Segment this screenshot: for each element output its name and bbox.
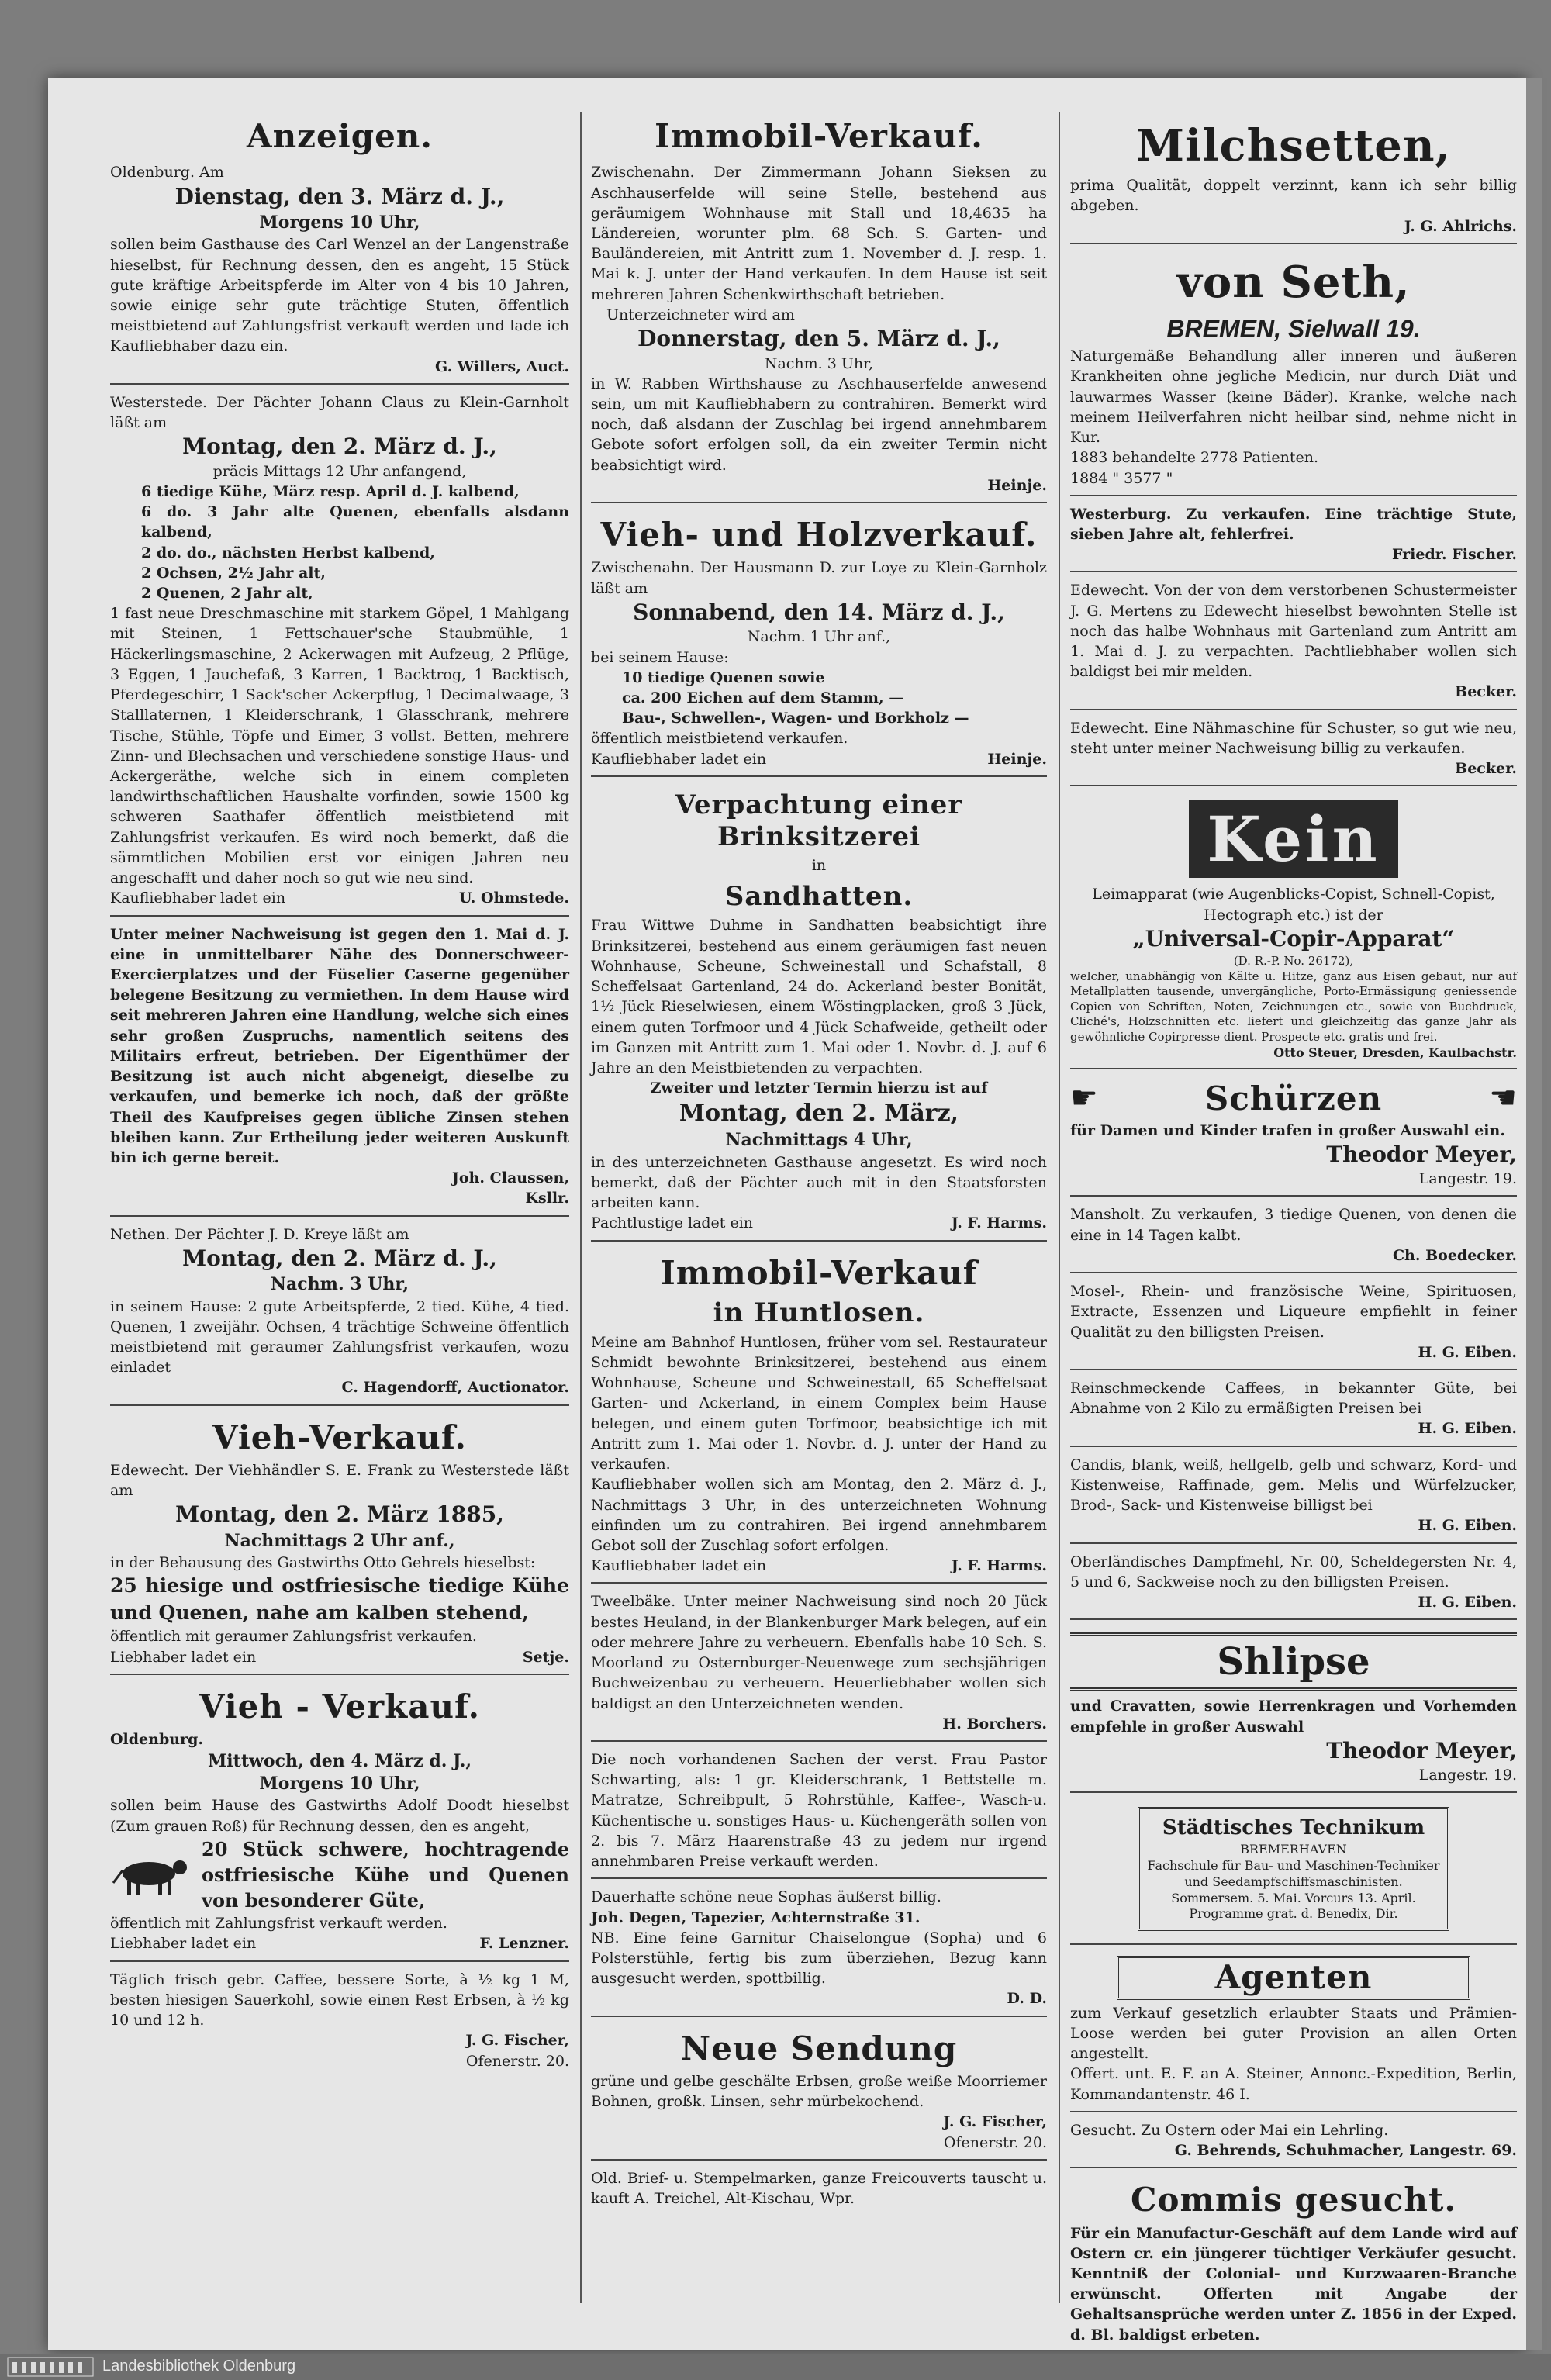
- ad-text: Meine am Bahnhof Huntlosen, früher vom sel. Restaurateur Schmidt bewohnte Brinksitzerei, bestehend aus einem Wohnhause, Scheune und Schweinestall, 65 Scheffelsaat Garten- und Ackerland, in einem Complex beim Hause belegen, und einem guten Torfmoor, beabsichtige ich mit Antritt zum 1. Mai oder 1. Novbr. d. J. unter der Hand zu verkaufen.: [591, 1333, 1047, 1473]
- ad-block: [591, 1884, 1047, 2016]
- ad-heading: Vieh- und Holzverkauf.: [600, 516, 1038, 554]
- ad-place: Oldenburg. Am: [110, 164, 224, 181]
- ad-block: [1070, 1278, 1517, 1370]
- list-item: 2 do. do., nächsten Herbst kalbend,: [141, 544, 435, 561]
- ad-signature: F. Lenzner.: [479, 1935, 569, 1953]
- ad-date: Montag, den 2. März 1885,: [175, 1501, 504, 1528]
- ad-date: Mittwoch, den 4. März d. J.,: [207, 1750, 472, 1771]
- column-1: [110, 112, 569, 2319]
- ad-signature: H. G. Eiben.: [1418, 1593, 1517, 1611]
- ad-text: und Cravatten, sowie Herrenkragen und Vorhemden empfehle in großer Auswahl: [1070, 1698, 1517, 1736]
- ad-text: Für ein Manufactur-Geschäft auf dem Lande wird auf Ostern cr. ein jüngerer tüchtiger Verkäufer gesucht. Kenntniß der Colonial- und Kurzwaaren-Branche erwünscht. Offerten mit Angabe der Gehaltsansprüche werden unter Z. 1856 in der Exped. d. Bl. baldigst erbeten.: [1070, 2224, 1517, 2344]
- ad-heading: Sandhatten.: [724, 880, 914, 912]
- ad-text: öffentlich mit Zahlungsfrist verkauft werden.: [110, 1915, 447, 1933]
- ad-signature: J. F. Harms.: [951, 1214, 1047, 1232]
- ad-text: Zwischenahn. Der Zimmermann Johann Sieksen zu Aschhauserfelde will seine Stelle, bestehend aus geräumigem Wohnhause mit Stall und 18,4635 ha Ländereien, worunter plm. 68 Sch. S. Garten- und Bauländereien, mit Antritt zum 1. November d. J. resp. 1. Mai k. J. unter der Hand verkaufen. In dem Hause ist seit mehreren Jahren Schenkwirthschaft betrieben.: [591, 164, 1047, 303]
- ad-text: Westerburg. Zu verkaufen. Eine trächtige Stute, sieben Jahre alt, fehlerfrei.: [1070, 505, 1517, 543]
- ad-heading: von Seth,: [1176, 256, 1411, 308]
- ad-signature: D. D.: [1007, 1990, 1047, 2008]
- ad-signature: Joh. Claussen,: [451, 1169, 569, 1187]
- list-item: 2 Quenen, 2 Jahr alt,: [141, 585, 313, 603]
- ad-highlight: 25 hiesige und ostfriesische tiedige Kühe und Quenen, nahe am kalben stehend,: [110, 1574, 569, 1624]
- ad-date: Dienstag, den 3. März d. J.,: [174, 183, 505, 209]
- ad-stat: 1884 " 3577 ": [1070, 469, 1173, 487]
- ad-signature-title: Ksllr.: [525, 1190, 569, 1207]
- ad-block: [1070, 715, 1517, 787]
- ad-block: [1070, 577, 1517, 710]
- ad-heading: Vieh - Verkauf.: [199, 1687, 481, 1725]
- ad-invite: Kaufliebhaber ladet ein: [591, 750, 767, 768]
- ad-heading: Verpachtung einer Brinksitzerei: [675, 789, 963, 852]
- ad-heading: Agenten: [1117, 1956, 1470, 1999]
- ad-block: [591, 1588, 1047, 1742]
- ad-program: Programme grat. d. Benedix, Dir.: [1189, 1906, 1398, 1922]
- ad-time: Morgens 10 Uhr,: [259, 1774, 420, 1794]
- list-item: Bau-, Schwellen-, Wagen- und Borkholz —: [622, 710, 969, 727]
- ad-block: [591, 782, 1047, 1242]
- ad-text: grüne und gelbe geschälte Erbsen, große weiße Moorriemer Bohnen, großk. Linsen, sehr mürbekochend.: [591, 2072, 1047, 2111]
- ad-block: [591, 1246, 1047, 1584]
- ad-name: Theodor Meyer,: [1326, 1737, 1517, 1763]
- ad-text: Candis, blank, weiß, hellgelb, gelb und schwarz, Kord- und Kistenweise, Raffinade, gem. Melis und Würfelzucker, Brod-, Sack- und Kistenweise billigst bei: [1070, 1456, 1517, 1515]
- newspaper-page: [48, 78, 1526, 2350]
- ad-text: Leimapparat (wie Augenblicks-Copist, Schnell-Copist, Hectograph etc.) ist der: [1092, 886, 1495, 924]
- ad-text: in W. Rabben Wirthshause zu Aschhauserfelde anwesend sein, um mit Kaufliebhabern zu contrahiren. Bemerkt wird noch, daß alsdann der Zuschlag bei irgend annehmbarem Gebote sofort erfolgen soll, da ein zweiter Termin nicht beabsichtigt wird.: [591, 375, 1047, 474]
- ad-text: Edewecht. Eine Nähmaschine für Schuster, so gut wie neu, steht unter meiner Nachweisung billig zu verkaufen.: [1070, 719, 1517, 757]
- ad-time: Nachmittags 2 Uhr anf.,: [224, 1530, 455, 1551]
- ad-text: Unterzeichneter wird am: [606, 306, 795, 323]
- ad-text: Westerstede. Der Pächter Johann Claus zu Klein-Garnholt läßt am: [110, 393, 569, 432]
- ad-date: Montag, den 2. März,: [679, 1100, 959, 1128]
- ad-signature: J. G. Fischer,: [943, 2113, 1047, 2131]
- ad-signature: Becker.: [1455, 760, 1517, 778]
- ad-invite: Kaufliebhaber ladet ein: [110, 889, 286, 907]
- ad-text: Oberländisches Dampfmehl, Nr. 00, Scheldegersten Nr. 4, 5 und 6, Sackweise noch zu den billigsten Preisen.: [1070, 1553, 1517, 1591]
- ad-subheading: BREMEN, Sielwall 19.: [1166, 315, 1421, 344]
- ad-heading: Commis gesucht.: [1131, 2181, 1456, 2219]
- ad-text: Mansholt. Zu verkaufen, 3 tiedige Quenen, von denen die eine in 14 Tagen kalbt.: [1070, 1206, 1517, 1244]
- ad-signature: J. F. Harms.: [951, 1557, 1047, 1575]
- ad-text: Offert. unt. E. F. an A. Steiner, Annonc.-Expedition, Berlin, Kommandantenstr. 46 I.: [1070, 2065, 1517, 2103]
- ad-invite: Liebhaber ladet ein: [110, 1648, 257, 1666]
- ad-text: Frau Wittwe Duhme in Sandhatten beabsichtigt ihre Brinksitzerei, bestehend aus einem geräumigen fast neuen Wohnhause, Scheune, Schweinestall und Schafstall, 8 Scheffelsaat Gartenland, 24 do. Ackerland bester Bonität, 1½ Jück Rieselwiesen, einem Wöstingplacken, groß 3 Jück, einem guten Torfmoor und 4 Jück Schafweide, getheilt oder im Ganzen mit Antritt zum 1. Mai oder 1. Novbr. d. J. auf 6 Jahre an den Meistbietenden zu verpachten.: [591, 917, 1047, 1076]
- ad-signature: J. G. Fischer,: [465, 2032, 569, 2050]
- ad-heading: Immobil-Verkauf: [660, 1253, 978, 1292]
- list-item: 2 Ochsen, 2½ Jahr alt,: [141, 564, 326, 582]
- ad-block: [591, 508, 1047, 777]
- ad-text: Fachschule für Bau- und Maschinen-Techniker und Seedampfschiffsmaschinisten.: [1147, 1858, 1440, 1889]
- library-name: Landesbibliothek Oldenburg: [102, 2358, 296, 2375]
- ad-text: Reinschmeckende Caffees, in bekannter Güte, bei Abnahme von 2 Kilo zu ermäßigten Preisen bei: [1070, 1379, 1517, 1418]
- ad-signature: G. Willers, Auct.: [435, 358, 569, 375]
- ad-text: welcher, unabhängig von Kälte u. Hitze, ganz aus Eisen gebaut, nur auf Metallplatten tausende, unvergängliche, Porto-Ermässigung geniessende Copien von Schriften, Noten, Zeichnungen etc., sowie von Buchdruck, Cliché's, Holzschnitten etc. liefert und gleichzeitig das ganze Jahr als gewöhnliche Copirpresse dient. Prospecte etc. gratis und frei.: [1070, 969, 1517, 1044]
- ad-text: Dauerhafte schöne neue Sophas äußerst billig.: [591, 1888, 941, 1906]
- ad-address: Langestr. 19.: [1418, 1170, 1517, 1188]
- ad-stat: 1883 behandelte 2778 Patienten.: [1070, 449, 1319, 467]
- ad-signature: H. G. Eiben.: [1418, 1420, 1517, 1438]
- ad-signature: H. G. Eiben.: [1418, 1517, 1517, 1535]
- ad-block: [1070, 2173, 1517, 2351]
- ad-block: [1070, 1798, 1517, 1945]
- library-logo-icon: [8, 2354, 93, 2378]
- ad-text: zum Verkauf gesetzlich erlaubter Staats und Prämien-Loose werden bei guter Provision an allen Orten angestellt.: [1070, 2004, 1517, 2063]
- ad-text: Naturgemäße Behandlung aller inneren und äußeren Krankheiten ohne jegliche Medicin, nur durch Diät und lauwarmes Wasser (keine Bäder). Kranke, welche nach meinem Heilverfahren nicht heilbar sind, nehme nicht in Kur.: [1070, 347, 1517, 447]
- ad-time: Nachm. 1 Uhr anf.,: [747, 628, 891, 646]
- ad-block: [1070, 1452, 1517, 1544]
- ad-signature: J. G. Ahlrichs.: [1404, 217, 1517, 235]
- ad-signature: Friedr. Fischer.: [1391, 546, 1517, 564]
- ad-text: Mosel-, Rhein- und französische Weine, Spirituosen, Extracte, Essenzen und Liqueure empfiehlt in feiner Qualität zu den billigsten Preisen.: [1070, 1283, 1517, 1341]
- ad-text: Zwischenahn. Der Hausmann D. zur Loye zu Klein-Garnholz läßt am: [591, 559, 1047, 597]
- ad-block: [1070, 1625, 1517, 1793]
- ad-time: präcis Mittags 12 Uhr anfangend,: [212, 462, 467, 480]
- ad-heading: in Huntlosen.: [713, 1297, 925, 1329]
- column-2: [591, 112, 1047, 2319]
- ad-invite: Kaufliebhaber ladet ein: [591, 1557, 767, 1575]
- section-heading: Immobil-Verkauf.: [655, 117, 983, 155]
- ad-block: [591, 2165, 1047, 2215]
- ad-text: sollen beim Gasthause des Carl Wenzel an der Langenstraße hieselbst, für Rechnung dessen, den es angeht, 15 Stück gute kräftige Arbeitspferde im Alter von 4 bis 10 Jahren, sowie einige sehr gute trächtige Stuten, öffentlich meistbietend auf Zahlungsfrist verkauft werden und lade ich Kaufliebhaber dazu ein.: [110, 236, 569, 355]
- ad-address: Ofenerstr. 20.: [943, 2133, 1047, 2151]
- ad-block: [591, 159, 1047, 503]
- ad-place: Oldenburg.: [110, 1731, 203, 1749]
- ad-text: Kaufliebhaber wollen sich am Montag, den 2. März d. J., Nachmittags 3 Uhr, in des unterzeichneten Wohnung einfinden um zu contrahiren. Bei irgend annehmbarem Gebot soll der Zuschlag sofort erfolgen.: [591, 1476, 1047, 1554]
- ad-text: Täglich frisch gebr. Caffee, bessere Sorte, à ½ kg 1 M, besten hiesigen Sauerkohl, sowie einen Rest Erbsen, à ½ kg 10 und 12 h.: [110, 1971, 569, 2029]
- ad-date: Montag, den 2. März d. J.,: [182, 1245, 497, 1271]
- ad-address: Langestr. 19.: [1418, 1767, 1517, 1784]
- ad-date: Montag, den 2. März d. J.,: [182, 434, 497, 460]
- ad-signature: H. G. Eiben.: [1418, 1343, 1517, 1361]
- ad-highlight: 20 Stück schwere, hochtragende ostfriesische Kühe und Quenen von besonderer Güte,: [202, 1837, 569, 1912]
- ad-city: BREMERHAVEN: [1240, 1842, 1347, 1857]
- ad-block: [110, 1221, 569, 1406]
- ad-block: [1070, 1375, 1517, 1447]
- column-3: [1070, 112, 1517, 2344]
- cow-icon: [110, 1852, 195, 1898]
- ad-block: [110, 389, 569, 917]
- ad-heading: Neue Sendung: [680, 2029, 958, 2067]
- section-heading: Anzeigen.: [247, 117, 433, 155]
- ad-block: [591, 1746, 1047, 1879]
- ad-text: Tweelbäke. Unter meiner Nachweisung sind noch 20 Jück bestes Heuland, in der Blankenburger Mark belegen, auf ein oder mehrere Jahre zu verheuern. Ebenfalls habe 10 Sch. S. Moorland zu Osternburger-Neuenwege zum sechsjährigen Buchweizenbau zu verheuern. Heuerliebhaber wollen sich baldigst an den Unterzeichneten wenden.: [591, 1593, 1047, 1712]
- ad-time: Nachm. 3 Uhr,: [270, 1274, 409, 1295]
- ad-block: [110, 921, 569, 1217]
- ad-signature: Setje.: [522, 1648, 569, 1666]
- ad-block: [1070, 1074, 1517, 1197]
- pointing-hand-right-icon: ☛: [1070, 1080, 1098, 1117]
- ad-time: Nachmittags 4 Uhr,: [725, 1130, 913, 1151]
- ad-block: [110, 1411, 569, 1675]
- ad-block: [1070, 1950, 1517, 2112]
- technikum-box: [1138, 1807, 1449, 1931]
- ad-text: Edewecht. Von der von dem verstorbenen Schustermeister J. G. Mertens zu Edewecht hieselbst bewohnten Stelle ist noch das halbe Wohnhaus mit Gartenland zum Antritt am 1. Mai d. J. zu verpachten. Pachtliebhaber wollen sich baldigst bei mir melden.: [1070, 582, 1517, 681]
- ad-text: Nethen. Der Pächter J. D. Kreye läßt am: [110, 1225, 409, 1243]
- ad-patent: (D. R.-P. No. 26172),: [1233, 954, 1354, 969]
- ad-block: [1070, 249, 1517, 496]
- ad-signature: G. Behrends, Schuhmacher, Langestr. 69.: [1174, 2141, 1517, 2159]
- ad-block: [1070, 501, 1517, 573]
- ad-text: Gesucht. Zu Ostern oder Mai ein Lehrling.: [1070, 2121, 1389, 2139]
- ad-block: [1070, 112, 1517, 244]
- ad-heading: Kein: [1189, 800, 1398, 878]
- ad-text: prima Qualität, doppelt verzinnt, kann ich sehr billig abgeben.: [1070, 177, 1517, 215]
- ad-date: Sonnabend, den 14. März d. J.,: [633, 599, 1005, 625]
- ad-time: Nachm. 3 Uhr,: [764, 354, 874, 372]
- ad-signature: H. Borchers.: [942, 1715, 1047, 1732]
- ad-signature: Otto Steuer, Dresden, Kaulbachstr.: [1273, 1045, 1517, 1061]
- list-item: 10 tiedige Quenen sowie: [622, 668, 825, 686]
- ad-block: [1070, 791, 1517, 1069]
- ad-block: [1070, 2117, 1517, 2168]
- ad-text: Edewecht. Der Viehhändler S. E. Frank zu Westerstede läßt am: [110, 1462, 569, 1500]
- ad-signature: Ch. Boedecker.: [1392, 1246, 1517, 1264]
- ad-block: [110, 159, 569, 385]
- ad-signature: U. Ohmstede.: [458, 889, 569, 907]
- ad-heading: Vieh-Verkauf.: [212, 1418, 468, 1456]
- ad-text: in des unterzeichneten Gasthause angesetzt. Es wird noch bemerkt, daß der Pächter auch mit in den Staatsforsten arbeiten kann.: [591, 1153, 1047, 1212]
- ad-heading: Shlipse: [1070, 1632, 1517, 1691]
- ad-invite: Pachtlustige ladet ein: [591, 1214, 754, 1232]
- list-item: 6 do. 3 Jahr alte Quenen, ebenfalls alsdann kalbend,: [141, 503, 569, 541]
- ad-name: Theodor Meyer,: [1326, 1141, 1517, 1167]
- ad-text: 1 fast neue Dreschmaschine mit starkem Göpel, 1 Mahlgang mit Steinen, 1 Fettschauer'sche Staubmühle, 1 Häckerlingsmaschine, 2 Ackerwagen mit Aufzeug, 2 Pflüge, 3 Eggen, 1 Jauchefaß, 3 Karren, 1 Backtrog, 1 Backtisch, Pferdegeschirr, 1 Sack'scher Ackerpflug, 1 Decimalwaage, 3 Stalllaternen, 1 Kleiderschrank, 1 Glasschrank, mehrere Tische, Stühle, Töpfe und Eimer, 3 vollst. Betten, mehrere Zinn- und Blechsachen und verschiedene sonstige Haus- und Ackergeräthe, welche sich in einem completen landwirthschaftlichen Haushalte vorfinden, sowie 1500 kg schweren Saathafer öffentlich meistbietend mit Zahlungsfrist verkaufen. Es wird noch bemerkt, daß die sämmtlichen Mobilien erst vor einigen Jahren neu angeschafft und daher noch so gut wie neu sind.: [110, 605, 569, 887]
- ad-signature: Heinje.: [987, 476, 1047, 494]
- ad-signature: Becker.: [1455, 683, 1517, 701]
- ad-text: öffentlich meistbietend verkaufen.: [591, 730, 848, 748]
- ad-text: sollen beim Hause des Gastwirths Adolf Doodt hieselbst (Zum grauen Roß) für Rechnung dessen, den es angeht,: [110, 1797, 569, 1835]
- ad-block: [1070, 1201, 1517, 1273]
- ad-address: Ofenerstr. 20.: [465, 2052, 569, 2070]
- page-edge: [1526, 78, 1542, 2350]
- pointing-hand-left-icon: ☚: [1489, 1080, 1517, 1117]
- ad-block: [1070, 1549, 1517, 1621]
- ad-text: Old. Brief- u. Stempelmarken, ganze Freicouverts tauscht u. kauft A. Treichel, Alt-Kischau, Wpr.: [591, 2169, 1047, 2208]
- ad-heading: Milchsetten,: [1135, 120, 1452, 171]
- ad-heading-in: in: [811, 857, 827, 875]
- ad-name: Joh. Degen, Tapezier, Achternstraße 31.: [591, 1908, 921, 1926]
- ad-block: [591, 2022, 1047, 2161]
- ad-date: Sommersem. 5. Mai. Vorcurs 13. April.: [1171, 1890, 1416, 1905]
- ad-text: NB. Eine feine Garnitur Chaiselongue (Sopha) und 6 Polsterstühle, fertig bis zum überziehen, Bezug kann ausgesucht werden, spottbillig.: [591, 1929, 1047, 1988]
- list-item: 6 tiedige Kühe, März resp. April d. J. kalbend,: [141, 482, 520, 500]
- ad-text: öffentlich mit geraumer Zahlungsfrist verkaufen.: [110, 1628, 477, 1646]
- ad-block: [110, 1967, 569, 2078]
- ad-text: in seinem Hause: 2 gute Arbeitspferde, 2 tied. Kühe, 4 tied. Quenen, 1 zweijähr. Ochsen, 4 trächtige Schweine öffentlich meistbietend mit geraumer Zahlungsfrist verkaufen, wozu einladet: [110, 1297, 569, 1377]
- list-item: ca. 200 Eichen auf dem Stamm, —: [622, 689, 904, 706]
- ad-block: [110, 1680, 569, 1962]
- ad-signature: Heinje.: [987, 750, 1047, 768]
- ad-title: „Universal-Copir-Apparat“: [1132, 925, 1455, 952]
- ad-title: Städtisches Technikum: [1162, 1816, 1425, 1840]
- ad-heading: Schürzen: [1204, 1079, 1383, 1117]
- ad-signature: C. Hagendorff, Auctionator.: [341, 1379, 569, 1397]
- ad-text: Unter meiner Nachweisung ist gegen den 1. Mai d. J. eine in unmittelbarer Nähe des Donnerschweer-Exercierplatzes und der Füselier Caserne gegenüber belegene Besitzung zu vermiethen. In dem Hause wird seit mehreren Jahren eine Handlung, welche sich eines sehr großen Zuspruchs, namentlich seitens des Militairs erfreut, betrieben. Der Eigenthümer der Besitzung ist auch nicht abgeneigt, dieselbe zu verkaufen, und bemerke ich noch, daß der größte Theil des Kaufpreises gegen übliche Zinsen stehen bleiben kann. Zur Ertheilung jeder weiteren Auskunft bin ich gerne bereit.: [110, 925, 569, 1166]
- column-rule: [580, 112, 582, 2303]
- ad-text: Zweiter und letzter Termin hierzu ist auf: [650, 1079, 988, 1097]
- column-rule: [1059, 112, 1060, 2303]
- ad-invite: Liebhaber ladet ein: [110, 1935, 257, 1953]
- ad-text: in der Behausung des Gastwirths Otto Gehrels hieselbst:: [110, 1554, 536, 1572]
- ad-date: Donnerstag, den 5. März d. J.,: [637, 326, 1000, 352]
- ad-text: bei seinem Hause:: [591, 648, 729, 666]
- ad-text: für Damen und Kinder trafen in großer Auswahl ein.: [1070, 1121, 1505, 1139]
- ad-text: Die noch vorhandenen Sachen der verst. Frau Pastor Schwarting, als: 1 gr. Kleiderschrank, 1 Bettstelle m. Matratze, Schreibpult, 5 Rohrstühle, Kaffee-, Wasch-u. Küchentische u. sonstiges Haus- u. Küchengeräth sollen von 2. bis 7. März Haarenstraße 43 zu jedem nur irgend annehmbaren Preise verkauft werden.: [591, 1750, 1047, 1870]
- ad-time: Morgens 10 Uhr,: [259, 212, 420, 233]
